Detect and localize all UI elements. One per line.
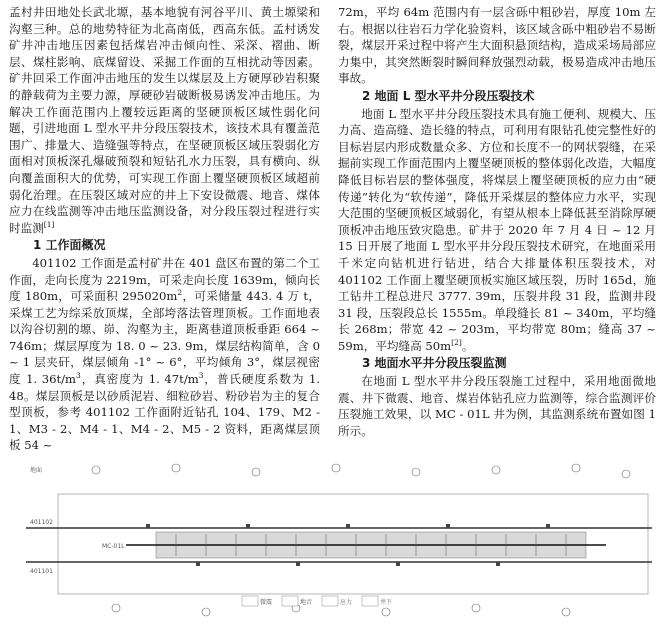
left-column [9,4,320,454]
label-well: MC-01L [102,543,125,550]
label-underground: 井下 [380,599,393,606]
right-column [338,4,656,439]
paragraph-roof: 72m，平均 64m 范围内有一层含砾中粗砂岩，厚度 10m 左右。根据以往岩石力学化验资料，该区域含砾中粗砂岩不易断裂，煤层开采过程中将产生大面积悬顶结构，造成采场局部应力集中，其突然断裂时瞬间释放强烈动载，极易造成冲击地压事故。 [338,5,656,86]
section-heading-1: 1 工作面概况 [33,238,106,253]
paragraph-technique: 地面 L 型水平井分段压裂技术具有施工便利、规模大、压力高、造高缝、造长缝的特点，可利用有限钻孔使完整性好的目标岩层内形成数量众多、方位和长度不一的网状裂缝，在采掘前实现工作面范围内上覆坚硬顶板的整体弱化改造，大幅度降低目标岩层的整体强度，将煤层上覆坚硬顶板的应力由“硬传递”转化为“软传递”，降低开采煤层的整体应力水平，实现大范围的坚硬顶板区域弱化，有望从根本上降低甚至消除厚硬顶板冲击地压致灾隐患。矿井于 2020 年 7 月 4 日 ~ 12 月 15 日开展了地面 L 型水平井分段压裂技术研究，在地面采用千米定向钻机进行钻进，结合大排量体积压裂技术，对 401102 工作面上覆坚硬顶板实施区域压裂，历时 165d，施工钻井工程总进尺 3777. 39m，压裂井段 31 段，监测井段 31 段，压裂段总长 1555m。单段缝长 81 ~ 340m，平均缝长 268m；带宽 42 ~ 203m，平均带宽 80m；缝高 37 ~ 59m，平均缝高 50m[2]。 [338,106,656,353]
label-workface-a: 401102 [30,519,53,526]
section-heading-2: 2 地面 L 型水平井分段压裂技术 [362,88,535,103]
paragraph-monitoring: 在地面 L 型水平井分段压裂施工过程中，采用地面微地震、井下微震、地音、煤岩体钻孔应力监测等，综合监测评价压裂施工效果，以 MC - 01L 井为例，其监测系统布置如图 1 所示。 [338,374,656,438]
label-workface-b: 401101 [30,568,53,575]
section-heading-3: 3 地面水平井分段压裂监测 [362,356,507,371]
label-surface: 地面 [30,467,43,474]
label-stress: 应力 [340,599,353,606]
label-microseismic: 微震 [260,599,273,606]
figure-diagram [6,458,660,626]
paragraph-intro: 孟村井田地处长武北塬，基本地貌有河谷平川、黄土塬梁和沟壑三种。总的地势特征为北高南低，西高东低。孟村诱发矿井冲击地压因素包括煤岩冲击倾向性、采深、褶曲、断层、煤柱影响、底煤留设、采掘工作面的互相扰动等因素。矿井回采工作面冲击地压的发生以煤层及上方硬厚砂岩积聚的静载荷为主要力源，厚硬砂岩破断极易诱发冲击地压。为解决工作面范围内上覆较远距离的坚硬顶板区域性弱化问题，引进地面 L 型水平井分段压裂技术，该技术具有覆盖范围广、排量大、造缝强等特点，在坚硬顶板区域压裂弱化方面相对顶板深孔爆破预裂和短钻孔水力压裂，具有横向、纵向覆盖面积大的优势，可实现工作面上覆坚硬顶板区域超前弱化治理。在压裂区域对应的井上下安设微震、地音、煤体应力在线监测等冲击地压监测设备，对分段压裂过程进行实时监测[1] [9,5,320,235]
citation-ref: [1] [43,219,55,229]
monitoring-layout-figure [6,458,660,626]
paragraph-workface: 401102 工作面是孟村矿井在 401 盘区布置的第二个工作面，走向长度为 2219m，可采走向长度 1639m，倾向长度 180m，可采面积 $295020m^2$，可采储量 443. 4 万 t，采煤工艺为综采放顶煤，全部垮落法管理顶板。工作面地表以沟谷切割的塬、峁、沟壑为主，距离巷道顶板垂距 664 ~ 746m；煤层厚度为 18. 0 ~ 23. 9m，煤层结构简单，含 0 ~ 1 层夹矸，煤层倾角 -1° ~ 6°，平均倾角 3°，煤层视密度 1. $36t/m^3$，真密度为 1. $47t/m^3$，普氏硬度系数为 1. 48。煤层顶板是以砂质泥岩、细粒砂岩、粉砂岩为主的复合型顶板，参考 401102 工作面附近钻孔 104、179、M2 - 1、M3 - 2、M4 - 1、M4 - 2、M5 - 2 资料，距离煤层顶板 54 ~ [9,255,321,453]
citation-ref: [2] [451,338,462,348]
label-acoustic: 地音 [300,599,313,606]
